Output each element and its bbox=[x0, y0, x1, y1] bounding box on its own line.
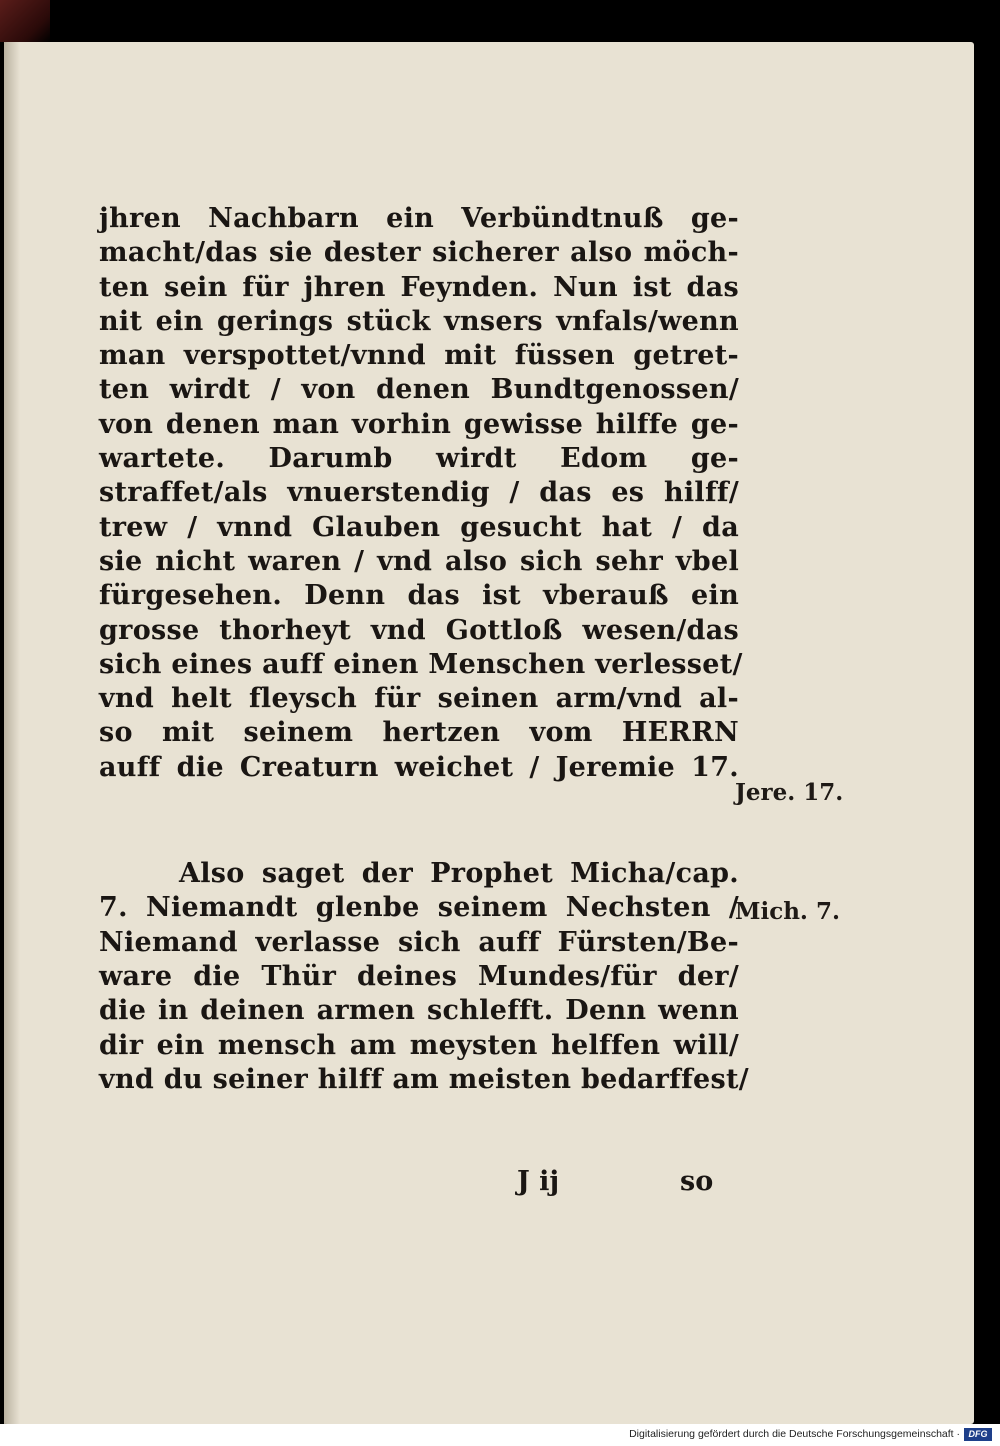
text-line: 7. Niemandt glenbe seinem Nechsten / bbox=[99, 892, 739, 924]
text-line: sie nicht waren / vnd also sich sehr vbel bbox=[99, 545, 739, 577]
text-line: dir ein mensch am meysten helffen will/ bbox=[99, 1029, 739, 1061]
margin-note-micah: Mich. 7. bbox=[735, 898, 840, 925]
text-line: grosse thorheyt vnd Gottloß wesen/das bbox=[99, 614, 739, 646]
text-line: auff die Creaturn weichet / Jeremie 17. bbox=[99, 751, 739, 783]
text-line: ware die Thür deines Mundes/für der/ bbox=[99, 960, 739, 992]
text-line: von denen man vorhin gewisse hilffe ge- bbox=[99, 408, 739, 440]
text-line: vnd helt fleysch für seinen arm/vnd al- bbox=[99, 683, 739, 715]
text-line: wartete. Darumb wirdt Edom ge- bbox=[99, 443, 739, 475]
funding-credit: Digitalisierung gefördert durch die Deutsche Forschungsgemeinschaft · bbox=[629, 1428, 960, 1440]
text-line: sich eines auff einen Menschen verlesset/ bbox=[99, 648, 743, 680]
text-line: so mit seinem hertzen vom HERRN bbox=[99, 717, 739, 749]
text-line: Niemand verlasse sich auff Fürsten/Be- bbox=[99, 926, 739, 958]
footer-bar bbox=[0, 1424, 1000, 1446]
text-line: macht/das sie dester sicherer also möch- bbox=[99, 237, 739, 269]
text-line: ten wirdt / von denen Bundtgenossen/ bbox=[99, 374, 739, 406]
page-edge-shadow bbox=[4, 42, 20, 1424]
book-page bbox=[4, 42, 974, 1424]
text-line: ten sein für jhren Feynden. Nun ist das bbox=[99, 271, 739, 303]
text-line: Also saget der Prophet Micha/cap. bbox=[179, 858, 739, 890]
book-binding-corner bbox=[0, 0, 50, 42]
text-line: man verspottet/vnnd mit füssen getret- bbox=[99, 340, 739, 372]
dfg-logo: DFG bbox=[964, 1428, 992, 1441]
text-line: nit ein gerings stück vnsers vnfals/wenn bbox=[99, 305, 739, 337]
paragraph-gap bbox=[99, 785, 739, 857]
signature-mark: J ij bbox=[517, 1166, 560, 1197]
text-line: straffet/als vnuerstendig / das es hilff/ bbox=[99, 477, 739, 509]
catchword: so bbox=[680, 1166, 714, 1197]
text-line: vnd du seiner hilff am meisten bedarffest/ bbox=[99, 1063, 749, 1095]
text-line: trew / vnnd Glauben gesucht hat / da bbox=[99, 511, 739, 543]
text-line: fürgesehen. Denn das ist vberauß ein bbox=[99, 580, 739, 612]
text-line: die in deinen armen schlefft. Denn wenn bbox=[99, 995, 739, 1027]
margin-note-jeremiah: Jere. 17. bbox=[735, 779, 844, 806]
main-text-block bbox=[99, 202, 749, 1097]
text-line: jhren Nachbarn ein Verbündtnuß ge- bbox=[99, 203, 739, 234]
